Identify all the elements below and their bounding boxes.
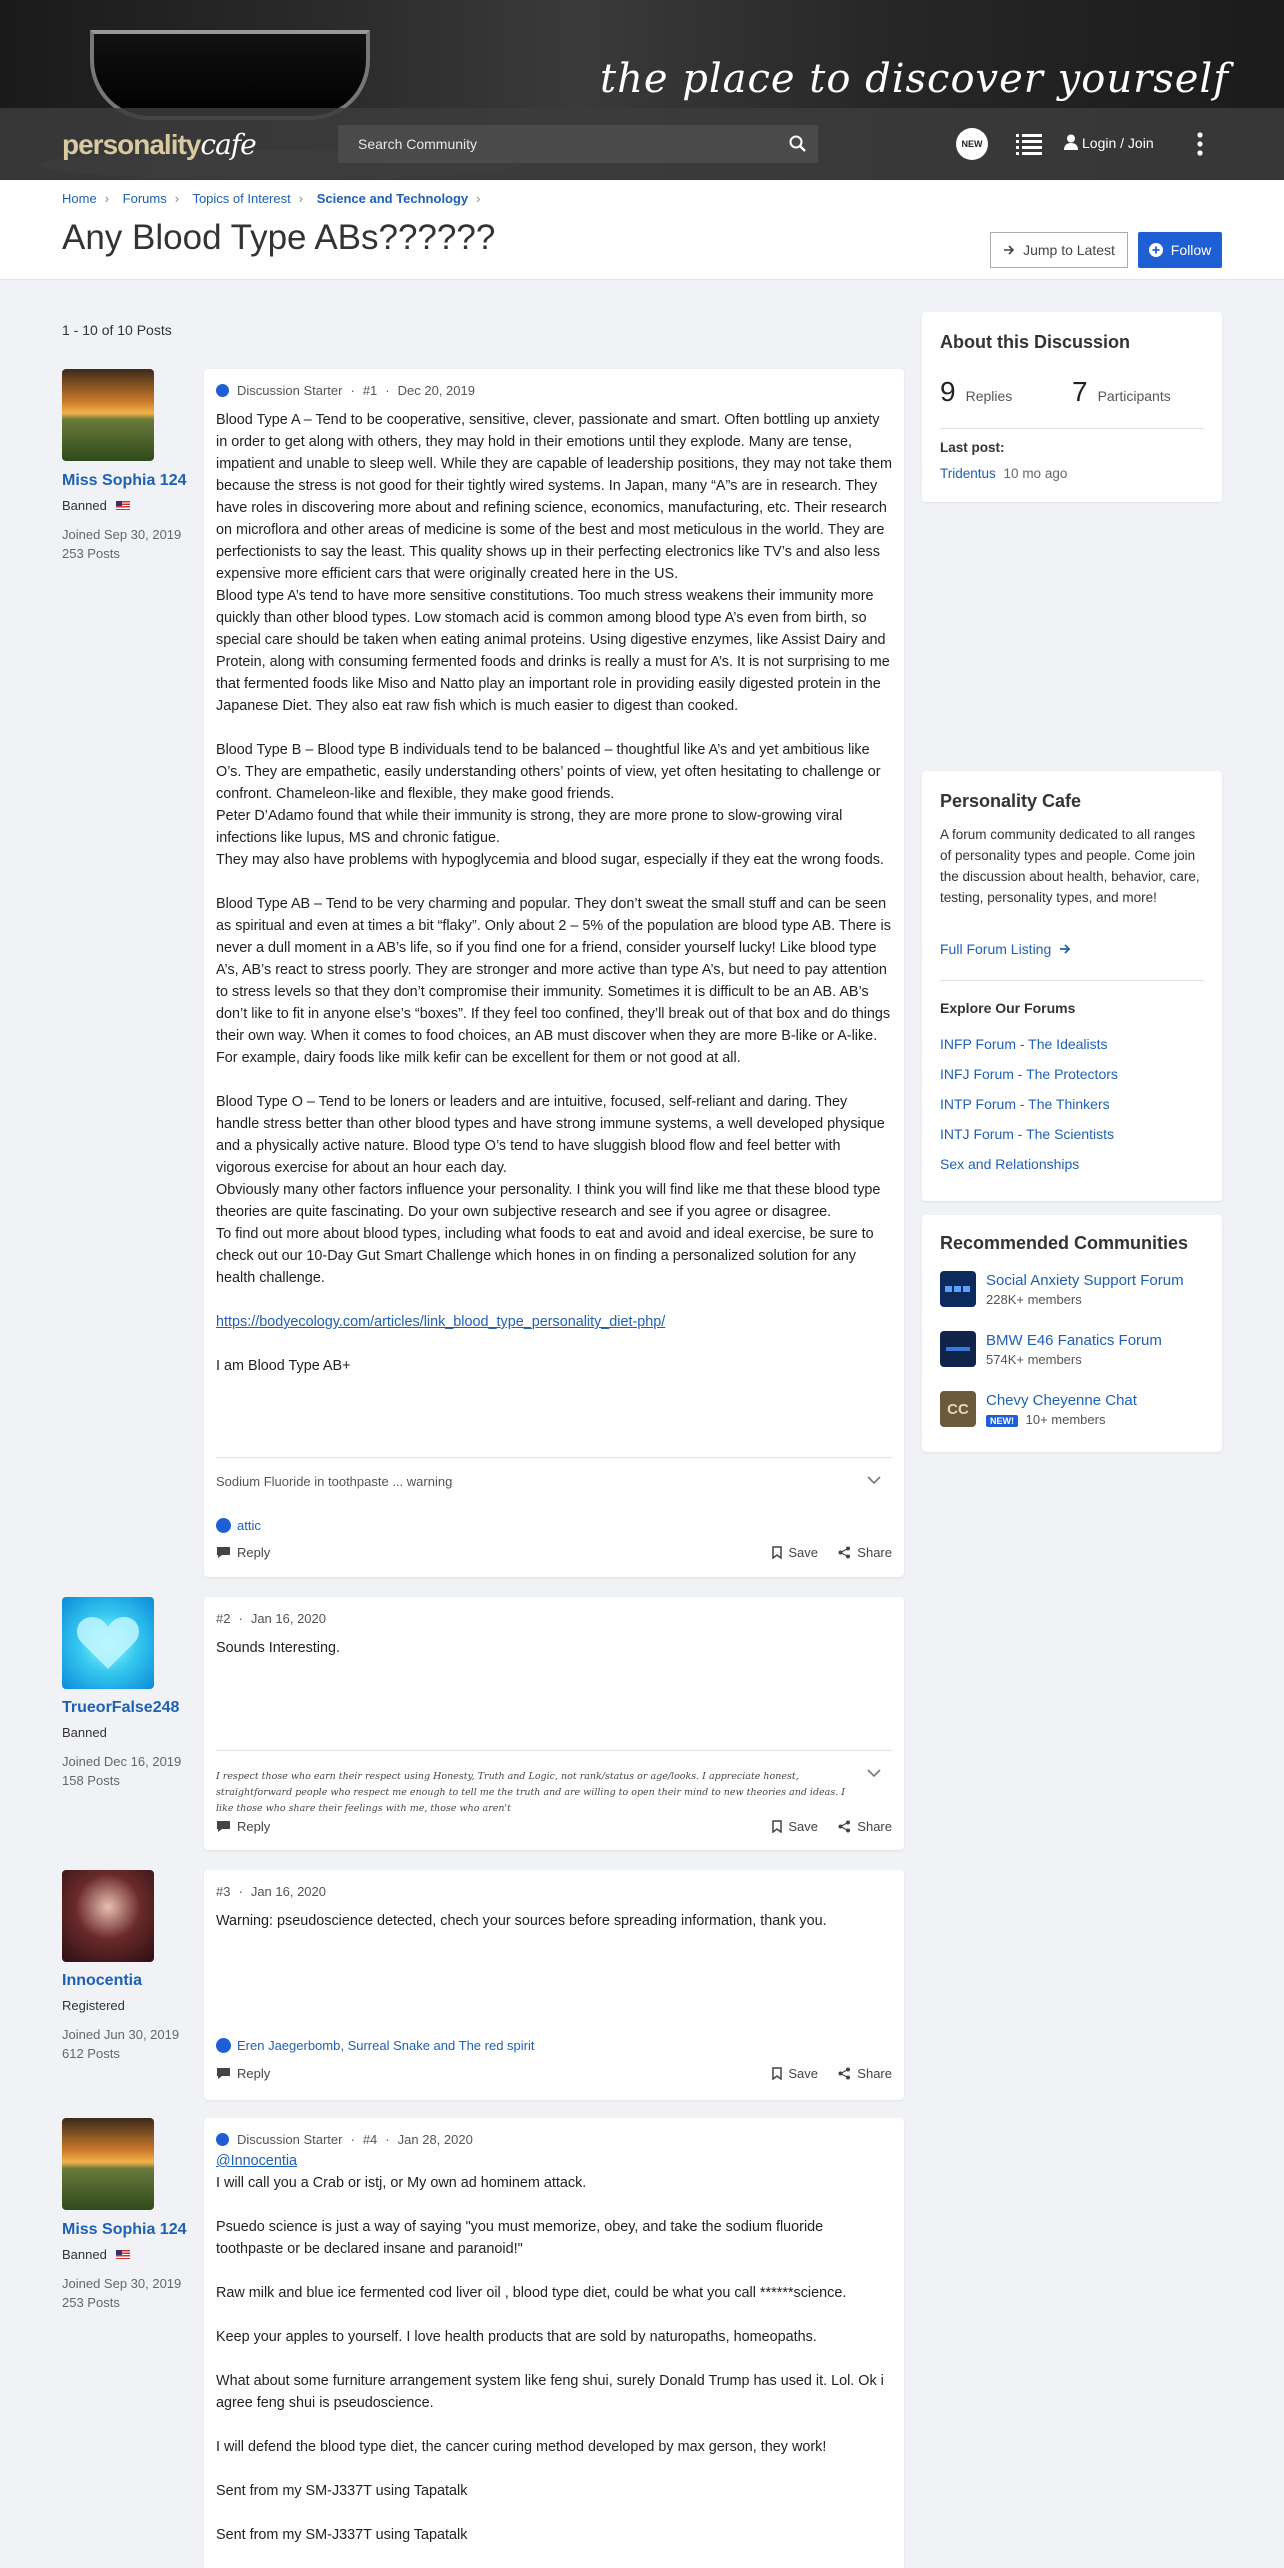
paragraph: Blood Type B – Blood type B individuals tend to be balanced – thoughtful like A’s and yet ambitious like O’s. They are empathetic, easily understanding others’ points of view, yet often hesitating to challenge or confront. Chameleon-like and flexible, they make good friends. bbox=[216, 742, 881, 802]
post-date: Jan 16, 2020 bbox=[250, 1611, 326, 1626]
tagline: the place to discover yourself bbox=[600, 56, 1230, 102]
paragraph: Psuedo science is just a way of saying "you must memorize, obey, and take the sodium fluoride toothpaste or be declared insane and paranoid!" bbox=[216, 2219, 824, 2257]
cafe-title: Personality Cafe bbox=[940, 791, 1082, 811]
post-body bbox=[216, 2150, 892, 2568]
us-flag-icon bbox=[116, 501, 130, 510]
post-body bbox=[216, 1910, 892, 1954]
post-date: Jan 16, 2020 bbox=[250, 1884, 326, 1899]
chevron-down-icon[interactable] bbox=[866, 1765, 882, 1781]
reply-icon bbox=[216, 1546, 231, 1559]
replies-label: Replies bbox=[965, 388, 1013, 404]
post-4 bbox=[204, 2118, 904, 2568]
paragraph: Blood Type A – Tend to be cooperative, sensitive, clever, passionate and smart. Often bottling up anxiety in order to get along with others, they may hold in their emotions until they explode. Many are tense, impatient and unable to sleep well. While they are capable of leadership positions, they may not take them because the stress is not good for their tightly wired systems. In Japan, many “A”s are in research. They have roles in discovering more about and refining science, economics, manufacturing, etc. Their research on microflora and other areas of medicine is some of the best and most meticulous in the world. They are perfectionists to say the least. This quality shows up in their perfecting electronics like TV’s and also less expensive more efficient cars that were originally created here in the US. bbox=[216, 412, 892, 582]
community-name[interactable]: Social Anxiety Support Forum bbox=[986, 1271, 1184, 1289]
username[interactable]: Innocentia bbox=[62, 1972, 143, 1989]
jump-label: Jump to Latest bbox=[1023, 242, 1115, 258]
post-2 bbox=[204, 1597, 904, 1850]
post-date: Jan 28, 2020 bbox=[397, 2132, 473, 2147]
follow-button[interactable] bbox=[1138, 232, 1222, 268]
chevron-right-icon: › bbox=[174, 191, 180, 206]
breadcrumb-topics[interactable]: Topics of Interest bbox=[192, 191, 291, 206]
signature bbox=[216, 1457, 892, 1507]
bookmark-icon bbox=[772, 1820, 782, 1833]
breadcrumb bbox=[62, 191, 491, 206]
chevron-right-icon: › bbox=[476, 191, 481, 206]
likes-text[interactable]: attic bbox=[237, 1518, 261, 1533]
paragraph: To find out more about blood types, including what foods to eat and avoid and ideal exercise, be sure to check out our 10-Day Gut Smart Challenge which hones in on finding a personalized solution for any health challenge. bbox=[216, 1226, 874, 1286]
arrow-right-icon bbox=[1059, 943, 1071, 955]
explore-title: Explore Our Forums bbox=[940, 1000, 1076, 1016]
username[interactable]: Miss Sophia 124 bbox=[62, 472, 187, 489]
post-1 bbox=[204, 369, 904, 1577]
community-item[interactable] bbox=[940, 1271, 1184, 1307]
chevron-right-icon: › bbox=[104, 191, 110, 206]
divider bbox=[940, 428, 1204, 429]
avatar[interactable] bbox=[62, 369, 154, 461]
paragraph: Blood Type O – Tend to be loners or leaders and are intuitive, focused, self-reliant and daring. They handle stress better than other blood types and have strong immune systems, a well developed physique and a physically active nature. Blood type O’s tend to have sluggish blood flow and feel better with vigorous exercise for about an hour each day. bbox=[216, 1094, 885, 1176]
paragraph: Keep your apples to yourself. I love health products that are sold by naturopaths, homeopaths. bbox=[216, 2329, 817, 2345]
signature bbox=[216, 1750, 892, 1814]
chevron-right-icon: › bbox=[298, 191, 304, 206]
post-header: #2 · Jan 16, 2020 bbox=[216, 1611, 326, 1626]
user-icon bbox=[1064, 134, 1078, 150]
paragraph: I will defend the blood type diet, the cancer curing method developed by max gerson, they work! bbox=[216, 2439, 827, 2455]
breadcrumb-forums[interactable]: Forums bbox=[122, 191, 167, 206]
post-number[interactable]: #4 bbox=[362, 2132, 378, 2147]
thumbs-up-icon bbox=[216, 1518, 231, 1533]
thumbs-up-icon bbox=[216, 2038, 231, 2053]
paragraph: I will call you a Crab or istj, or My own ad hominem attack. bbox=[216, 2175, 587, 2191]
reply-icon bbox=[216, 2067, 231, 2080]
participants-stat bbox=[1072, 376, 1171, 408]
last-post-time: 10 mo ago bbox=[1003, 466, 1068, 481]
save-button[interactable]: Save bbox=[772, 2066, 818, 2081]
post-body bbox=[216, 409, 892, 1399]
title-bar bbox=[0, 180, 1284, 280]
community-item[interactable] bbox=[940, 1391, 1137, 1427]
external-link[interactable]: https://bodyecology.com/articles/link_blood_type_personality_diet-php/ bbox=[216, 1314, 666, 1330]
user-meta: Joined Sep 30, 2019 253 Posts bbox=[62, 527, 182, 561]
last-post-user[interactable]: Tridentus bbox=[940, 466, 996, 481]
plus-circle-icon bbox=[1149, 243, 1163, 257]
share-icon bbox=[838, 2067, 851, 2080]
search-bar[interactable] bbox=[338, 125, 818, 163]
paragraph: Obviously many other factors influence your personality. I think you will find like me that these blood type theories are quite fascinating. Do your own subjective research and see if you agree or disagree. bbox=[216, 1182, 881, 1220]
username[interactable]: Miss Sophia 124 bbox=[62, 2221, 187, 2238]
paragraph: Sent from my SM-J337T using Tapatalk bbox=[216, 2483, 468, 2499]
search-icon[interactable] bbox=[788, 134, 808, 154]
coffee-cup-image bbox=[90, 30, 370, 120]
save-button[interactable]: Save bbox=[772, 1545, 818, 1560]
page-title: Any Blood Type ABs?????? bbox=[62, 218, 496, 257]
paragraph: They may also have problems with hypoglycemia and blood sugar, especially if they eat the wrong foods. bbox=[216, 852, 884, 868]
user-meta: Joined Dec 16, 2019 158 Posts bbox=[62, 1754, 182, 1788]
login-label: Login / Join bbox=[1082, 135, 1154, 151]
paragraph: Blood Type AB – Tend to be very charming and popular. They don’t sweat the small stuff and can be seen as spiritual and even at times a bit “flaky”. Only about 2 – 5% of the population are blood type AB. There is never a dull moment in a AB’s life, so if you find one for a friend, consider yourself lucky! Like blood type A’s, AB’s react to stress poorly. They are stronger and more active than type A’s, but need to pay attention to stress levels so that they don’t compromise their immunity. Sometimes it is difficult to be an AB. AB’s don’t like to fit in anyone else’s “boxes”. If they feel too confined, they’ll break out of that box and do things their own way. When it comes to food choices, an AB must discover when they are more B-like or A-like. For example, dairy foods like milk kefir can be excellent for them or not good at all. bbox=[216, 896, 891, 1066]
us-flag-icon bbox=[116, 2250, 130, 2259]
user-role: Banned bbox=[62, 1725, 107, 1740]
recommended-title: Recommended Communities bbox=[940, 1233, 1189, 1253]
reply-button[interactable]: Reply bbox=[216, 1819, 270, 1834]
community-name[interactable]: BMW E46 Fanatics Forum bbox=[986, 1331, 1162, 1349]
replies-stat bbox=[940, 376, 1012, 408]
post-count: 1 - 10 of 10 Posts bbox=[62, 322, 172, 338]
discussion-starter-icon bbox=[216, 2133, 229, 2146]
bookmark-icon bbox=[772, 1546, 782, 1559]
about-title: About this Discussion bbox=[940, 332, 1131, 352]
forum-link-intp[interactable]: INTP Forum - The Thinkers bbox=[940, 1096, 1110, 1112]
user-mention-link[interactable]: @Innocentia bbox=[216, 2153, 298, 2169]
more-menu-icon[interactable] bbox=[1192, 130, 1208, 158]
divider bbox=[940, 980, 1204, 981]
user-role: Banned bbox=[62, 498, 130, 513]
login-button[interactable] bbox=[1064, 134, 1154, 151]
post-date: Dec 20, 2019 bbox=[397, 383, 475, 398]
personality-cafe-panel bbox=[922, 771, 1222, 1201]
post-header: Discussion Starter · #4 · Jan 28, 2020 bbox=[216, 2132, 473, 2147]
discussion-starter-label: Discussion Starter bbox=[237, 383, 343, 398]
bookmark-icon bbox=[772, 2067, 782, 2080]
reply-button[interactable]: Reply bbox=[216, 1545, 270, 1560]
chevy-logo-icon: CC bbox=[940, 1391, 976, 1427]
paragraph: Sounds Interesting. bbox=[216, 1640, 340, 1656]
community-members: 574K+ members bbox=[986, 1351, 1082, 1367]
reply-icon bbox=[216, 1820, 231, 1833]
new-posts-button[interactable]: NEW bbox=[956, 128, 988, 160]
post-header: #3 · Jan 16, 2020 bbox=[216, 1884, 326, 1899]
bmw-logo-icon bbox=[940, 1331, 976, 1367]
username[interactable]: TrueorFalse248 bbox=[62, 1699, 180, 1716]
post-body bbox=[216, 1637, 892, 1681]
replies-count: 9 bbox=[940, 376, 956, 407]
user-role: Banned bbox=[62, 2247, 130, 2262]
reply-button[interactable]: Reply bbox=[216, 2066, 270, 2081]
avatar[interactable] bbox=[62, 1870, 154, 1962]
logo-text-cafe: cafe bbox=[200, 128, 256, 161]
paragraph: Blood type A’s tend to have more sensitive constitutions. Too much stress weakens their immunity more quickly than other blood types. Low stomach acid is common among blood type A’s even from birth, so special care should be taken when eating animal proteins. Using digestive enzymes, like Assist Dairy and Protein, along with consuming fermented foods and drinks is really a must for A’s. It is not surprising to me that fermented foods like Miso and Natto play an important role in providing easily digested protein in the Japanese Diet. They also eat raw fish which is much easier to digest than cooked. bbox=[216, 588, 890, 714]
site-logo[interactable] bbox=[62, 128, 256, 161]
forum-list-icon[interactable] bbox=[1016, 131, 1042, 157]
follow-label: Follow bbox=[1170, 242, 1212, 258]
forum-link-infj[interactable]: INFJ Forum - The Protectors bbox=[940, 1066, 1118, 1082]
user-role: Registered bbox=[62, 1998, 125, 2013]
forum-link-relationships[interactable]: Sex and Relationships bbox=[940, 1156, 1080, 1172]
full-forum-listing-link[interactable] bbox=[940, 941, 1071, 957]
new-badge: NEW! bbox=[986, 1415, 1018, 1427]
signature-text: I respect those who earn their respect using Honesty, Truth and Logic, not rank/status or age/looks. I appreciate honest, straightforward people who respect me enough to tell me the truth and are willing to open their mind to new theories and ideas. I like those who share their feelings with me, those who aren't bbox=[216, 1771, 845, 1814]
discussion-starter-icon bbox=[216, 384, 229, 397]
community-name[interactable]: Chevy Cheyenne Chat bbox=[986, 1391, 1137, 1409]
likes-text[interactable]: Eren Jaegerbomb, Surreal Snake and The red spirit bbox=[237, 2038, 535, 2053]
community-members: 228K+ members bbox=[986, 1291, 1082, 1307]
post-header: Discussion Starter · #1 · Dec 20, 2019 bbox=[216, 383, 475, 398]
avatar[interactable] bbox=[62, 1597, 154, 1689]
breadcrumb-home[interactable]: Home bbox=[62, 191, 97, 206]
post-number[interactable]: #2 bbox=[216, 1611, 231, 1626]
likes[interactable] bbox=[216, 2038, 534, 2053]
jump-to-latest-button[interactable] bbox=[990, 232, 1128, 268]
paragraph: What about some furniture arrangement system like feng shui, surely Donald Trump has used it. Lol. Ok i agree feng shui is pseudoscience. bbox=[216, 2373, 884, 2411]
share-button[interactable]: Share bbox=[838, 2066, 892, 2081]
cafe-description: A forum community dedicated to all ranges of personality types and people. Come join the discussion about health, behavior, care, testing, personality types, and more! bbox=[940, 827, 1200, 905]
community-item[interactable] bbox=[940, 1331, 1162, 1367]
last-post bbox=[940, 466, 1067, 481]
paragraph: Raw milk and blue ice fermented cod liver oil , blood type diet, could be what you call ******science. bbox=[216, 2285, 847, 2301]
share-icon bbox=[838, 1820, 851, 1833]
forum-link-infp[interactable]: INFP Forum - The Idealists bbox=[940, 1036, 1108, 1052]
participants-label: Participants bbox=[1097, 388, 1171, 404]
heart-icon bbox=[62, 1597, 154, 1689]
paragraph: Peter D’Adamo found that while their immunity is strong, they are more prone to slow-growing viral infections like lupus, MS and chronic fatigue. bbox=[216, 808, 843, 846]
save-button[interactable]: Save bbox=[772, 1819, 818, 1834]
forum-link-intj[interactable]: INTJ Forum - The Scientists bbox=[940, 1126, 1115, 1142]
community-members: 10+ members bbox=[1025, 1411, 1106, 1427]
likes[interactable] bbox=[216, 1518, 261, 1533]
avatar[interactable] bbox=[62, 2118, 154, 2210]
social-anxiety-logo-icon bbox=[940, 1271, 976, 1307]
recommended-communities-panel bbox=[922, 1215, 1222, 1452]
post-3 bbox=[204, 1870, 904, 2100]
post-number[interactable]: #1 bbox=[362, 383, 378, 398]
arrow-right-icon bbox=[1003, 244, 1015, 256]
participants-count: 7 bbox=[1072, 376, 1088, 407]
discussion-starter-label: Discussion Starter bbox=[237, 2132, 343, 2147]
share-button[interactable]: Share bbox=[838, 1819, 892, 1834]
paragraph: I am Blood Type AB+ bbox=[216, 1358, 351, 1374]
logo-text-personality: personality bbox=[62, 129, 201, 160]
paragraph: Warning: pseudoscience detected, chech your sources before spreading information, thank you. bbox=[216, 1913, 827, 1929]
paragraph: Sent from my SM-J337T using Tapatalk bbox=[216, 2527, 468, 2543]
share-icon bbox=[838, 1546, 851, 1559]
chevron-down-icon[interactable] bbox=[866, 1472, 882, 1488]
full-listing-label: Full Forum Listing bbox=[940, 941, 1052, 957]
last-post-label: Last post: bbox=[940, 440, 1005, 455]
share-button[interactable]: Share bbox=[838, 1545, 892, 1560]
signature-text: Sodium Fluoride in toothpaste ... warning bbox=[216, 1474, 453, 1489]
user-meta: Joined Jun 30, 2019 612 Posts bbox=[62, 2027, 180, 2061]
search-input[interactable]: Search Community bbox=[358, 136, 478, 152]
post-number[interactable]: #3 bbox=[216, 1884, 231, 1899]
about-discussion-panel bbox=[922, 312, 1222, 502]
breadcrumb-science[interactable]: Science and Technology bbox=[316, 191, 469, 206]
user-meta: Joined Sep 30, 2019 253 Posts bbox=[62, 2276, 182, 2310]
